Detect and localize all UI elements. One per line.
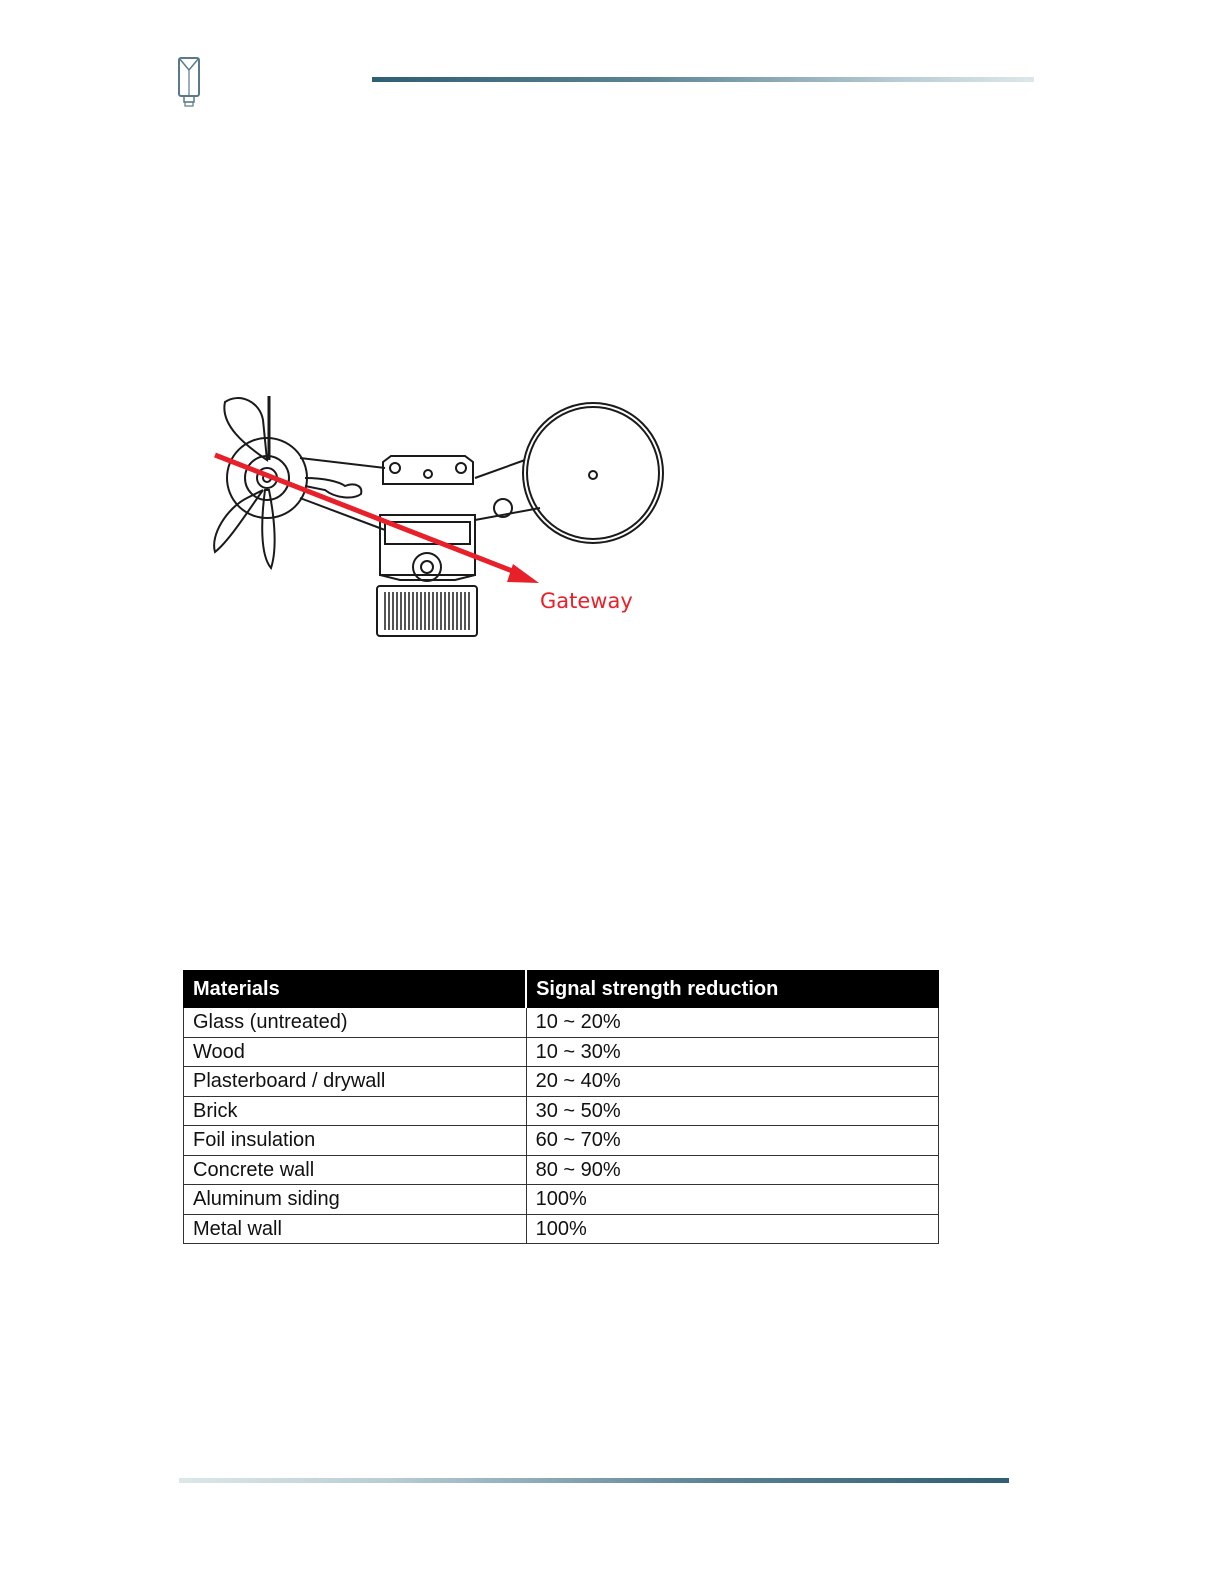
material-cell: Foil insulation	[184, 1126, 527, 1156]
solar-panel-hatching	[385, 592, 469, 630]
reduction-cell: 60 ~ 70%	[526, 1126, 938, 1156]
material-cell: Metal wall	[184, 1214, 527, 1244]
reduction-cell: 80 ~ 90%	[526, 1155, 938, 1185]
materials-table	[183, 970, 939, 1244]
material-cell: Aluminum siding	[184, 1185, 527, 1215]
reduction-cell: 20 ~ 40%	[526, 1067, 938, 1097]
material-cell: Brick	[184, 1096, 527, 1126]
footer-rule	[179, 1478, 1009, 1483]
reduction-cell: 100%	[526, 1214, 938, 1244]
reduction-cell: 10 ~ 30%	[526, 1037, 938, 1067]
header-rule	[372, 77, 1034, 82]
material-cell: Wood	[184, 1037, 527, 1067]
table-row	[184, 1155, 939, 1185]
table-row	[184, 1185, 939, 1215]
arrow-head-icon	[507, 564, 539, 583]
anemometer-cup-top	[224, 398, 267, 460]
header-signal-reduction: Signal strength reduction	[526, 971, 938, 1008]
table-header-row	[184, 971, 939, 1008]
material-cell: Plasterboard / drywall	[184, 1067, 527, 1097]
table-row	[184, 1067, 939, 1097]
anemometer-cup-bottom	[262, 490, 274, 568]
table-row	[184, 1037, 939, 1067]
material-cell: Glass (untreated)	[184, 1008, 527, 1038]
sensor-orientation-figure	[205, 390, 675, 645]
table-row	[184, 1214, 939, 1244]
table-row	[184, 1126, 939, 1156]
header-materials: Materials	[184, 971, 527, 1008]
table-row	[184, 1096, 939, 1126]
reduction-cell: 10 ~ 20%	[526, 1008, 938, 1038]
table-row	[184, 1008, 939, 1038]
material-cell: Concrete wall	[184, 1155, 527, 1185]
brand-logo-icon	[176, 56, 202, 110]
gateway-label: Gateway	[540, 589, 633, 613]
reduction-cell: 100%	[526, 1185, 938, 1215]
reduction-cell: 30 ~ 50%	[526, 1096, 938, 1126]
weather-sensor-illustration	[205, 390, 675, 645]
anemometer-cup-bottom-left	[214, 490, 263, 552]
